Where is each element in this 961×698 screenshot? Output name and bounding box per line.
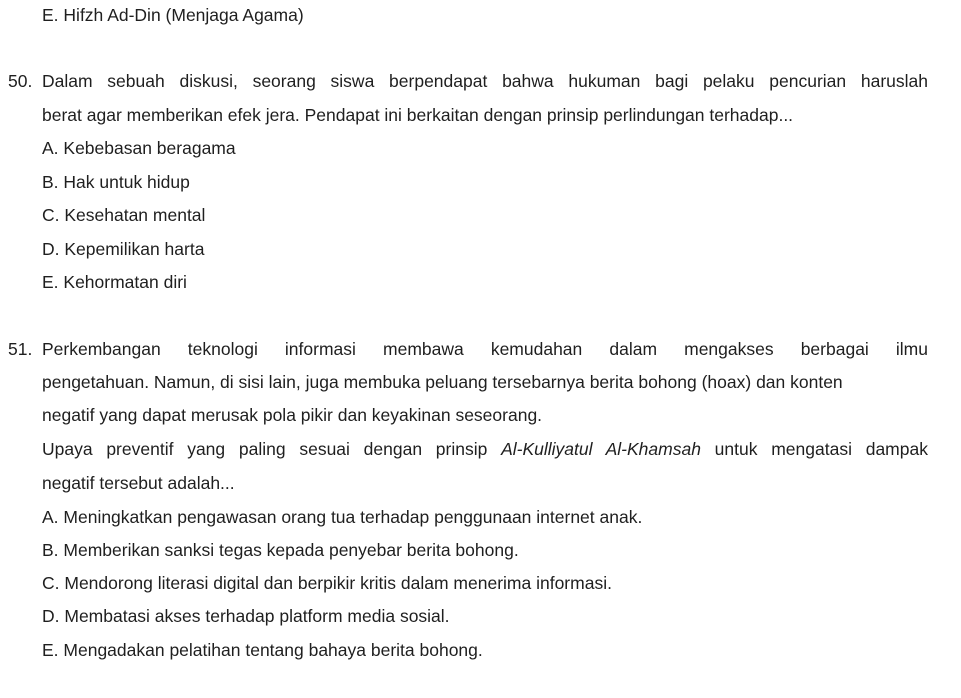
- option-e[interactable]: E. Kehormatan diri: [42, 272, 187, 292]
- question-text-line: negatif tersebut adalah...: [42, 473, 235, 493]
- question-text-segment: untuk mengatasi dampak: [700, 439, 928, 459]
- option-a[interactable]: A. Kebebasan beragama: [42, 138, 236, 158]
- prev-option-text: Hifzh Ad-Din (Menjaga Agama): [63, 5, 304, 25]
- principle-name: Al-Kulliyatul Al-Khamsah: [501, 439, 701, 459]
- question-text-line: Dalam sebuah diskusi, seorang siswa berpendapat bahwa hukuman bagi pelaku pencurian haruslah: [42, 71, 928, 91]
- prev-option-letter: E.: [42, 5, 59, 25]
- option-b[interactable]: B. Hak untuk hidup: [42, 172, 190, 192]
- question-text-segment: Upaya preventif yang paling sesuai dengan prinsip: [42, 439, 502, 459]
- question-text-line: Perkembangan teknologi informasi membawa kemudahan dalam mengakses berbagai ilmu: [42, 339, 928, 359]
- option-d[interactable]: D. Membatasi akses terhadap platform media sosial.: [42, 606, 450, 626]
- option-e[interactable]: E. Mengadakan pelatihan tentang bahaya berita bohong.: [42, 640, 483, 660]
- option-a[interactable]: A. Meningkatkan pengawasan orang tua terhadap penggunaan internet anak.: [42, 507, 643, 527]
- question-number: 50.: [8, 71, 33, 91]
- option-c[interactable]: C. Mendorong literasi digital dan berpikir kritis dalam menerima informasi.: [42, 573, 612, 593]
- prev-option-e: [42, 4, 304, 26]
- question-text-line: [42, 438, 928, 460]
- option-b[interactable]: B. Memberikan sanksi tegas kepada penyebar berita bohong.: [42, 540, 519, 560]
- question-text-line: berat agar memberikan efek jera. Pendapat ini berkaitan dengan prinsip perlindungan terhadap...: [42, 105, 794, 125]
- option-d[interactable]: D. Kepemilikan harta: [42, 239, 205, 259]
- question-text-line: negatif yang dapat merusak pola pikir dan keyakinan seseorang.: [42, 405, 543, 425]
- question-number: 51.: [8, 339, 33, 359]
- option-c[interactable]: C. Kesehatan mental: [42, 205, 206, 225]
- question-text-line: pengetahuan. Namun, di sisi lain, juga membuka peluang tersebarnya berita bohong (hoax) dan konten: [42, 372, 843, 392]
